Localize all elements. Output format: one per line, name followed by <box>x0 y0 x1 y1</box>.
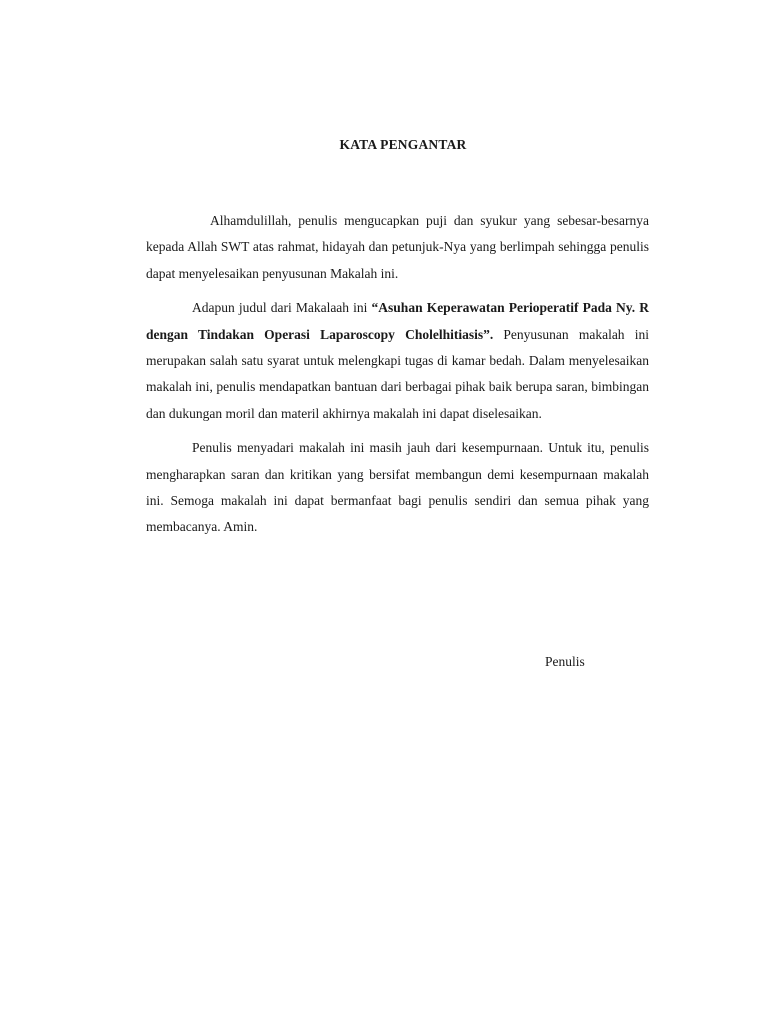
paragraph-opening: Alhamdulillah, penulis mengucapkan puji dan syukur yang sebesar-besarnya kepada Allah SWT atas rahmat, hidayah dan petunjuk-Nya yang berlimpah sehingga penulis dapat menyelesaikan penyusunan Makalah ini. <box>146 213 649 281</box>
document-body <box>146 208 649 549</box>
paragraph-intro-text: Adapun judul dari Makalaah ini <box>192 300 372 316</box>
page-title: KATA PENGANTAR <box>339 137 467 152</box>
report-title: “Asuhan Keperawatan Perioperatif Pada Ny. R dengan Tindakan Operasi Laparoscopy Cholelhitiasis”. <box>146 300 649 342</box>
paragraph-rest-text: Penyusunan makalah ini merupakan salah satu syarat untuk melengkapi tugas di kamar bedah. Dalam menyelesaikan makalah ini, penulis mendapatkan bantuan dari berbagai pihak baik berupa saran, bimbingan dan dukungan moril dan materil akhirnya makalah ini dapat diselesaikan. <box>146 326 649 421</box>
paragraph-closing: Penulis menyadari makalah ini masih jauh dari kesempurnaan. Untuk itu, penulis mengharapkan saran dan kritikan yang bersifat membangun demi kesempurnaan makalah ini. Semoga makalah ini dapat bermanfaat bagi penulis sendiri dan semua pihak yang membacanya. Amin. <box>146 440 649 535</box>
signature: Penulis <box>545 654 585 669</box>
paragraph-title-statement <box>146 295 649 427</box>
